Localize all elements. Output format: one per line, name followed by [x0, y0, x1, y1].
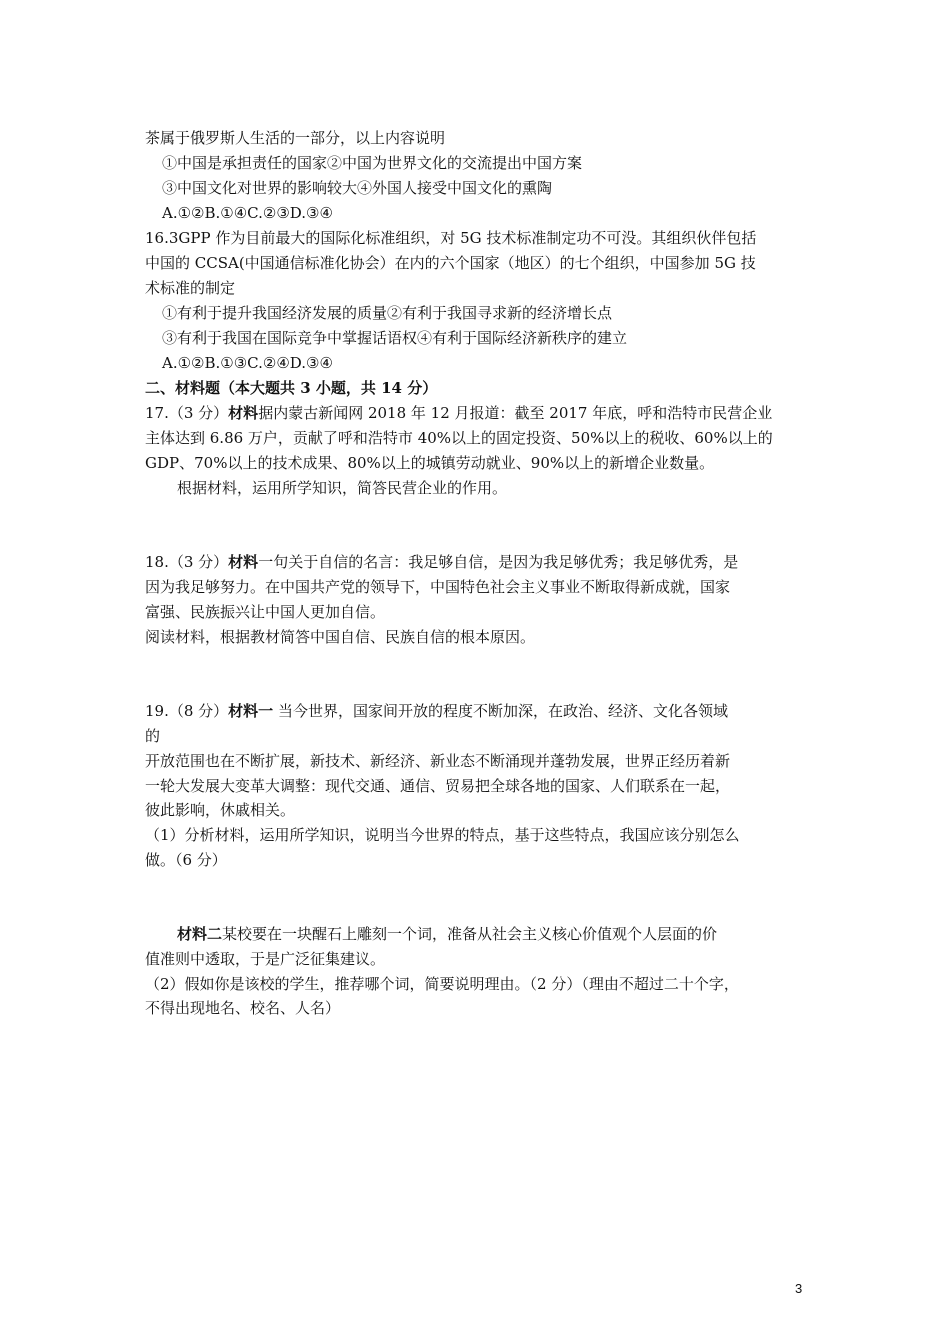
- q19-material-2-line-1: [177, 924, 717, 944]
- q17-line-2: 主体达到 6.86 万户，贡献了呼和浩特市 40%以上的固定投资、50%以上的税收、60%以上的: [145, 429, 773, 447]
- q18-line-1: [145, 552, 738, 572]
- q17-line-3: GDP、70%以上的技术成果、80%以上的城镇劳动就业、90%以上的新增企业数量。: [145, 454, 715, 472]
- q19-sub2-line-1: （2）假如你是该校的学生，推荐哪个词，简要说明理由。（2 分）（理由不超过二十个字，: [145, 975, 739, 993]
- q16-options-3-4: ③有利于我国在国际竞争中掌握话语权④有利于国际经济新秩序的建立: [162, 329, 628, 347]
- q19-line-3: 开放范围也在不断扩展，新技术、新经济、新业态不断涌现并蓬勃发展，世界正经历着新: [145, 752, 731, 770]
- q19-material-2-label: 材料二: [177, 925, 223, 943]
- q19-sub1-line-1: （1）分析材料，运用所学知识，说明当今世界的特点，基于这些特点，我国应该分别怎么: [145, 826, 740, 844]
- q19-line-1: [145, 701, 728, 721]
- q15-options-1-2: ①中国是承担责任的国家②中国为世界文化的交流提出中国方案: [162, 154, 583, 172]
- q18-material-label: 材料: [228, 553, 259, 571]
- q19-material-1-label: 材料一: [228, 702, 274, 720]
- q19-text-1: 当今世界，国家间开放的程度不断加深，在政治、经济、文化各领域: [273, 702, 728, 720]
- q19-sub2-line-2: 不得出现地名、校名、人名）: [145, 999, 341, 1017]
- q19-sub1-line-2: 做。（6 分）: [145, 851, 227, 869]
- q15-choices: A.①②B.①④C.②③D.③④: [162, 204, 333, 222]
- q16-line-3: 术标准的制定: [145, 279, 236, 297]
- q17-question: 根据材料，运用所学知识，简答民营企业的作用。: [177, 479, 508, 497]
- q19-line-2: 的: [145, 727, 161, 745]
- q16-line-1: 16.3GPP 作为目前最大的国际化标准组织，对 5G 技术标准制定功不可没。其组织伙伴包括: [145, 229, 757, 247]
- q15-options-3-4: ③中国文化对世界的影响较大④外国人接受中国文化的熏陶: [162, 179, 553, 197]
- q16-options-1-2: ①有利于提升我国经济发展的质量②有利于我国寻求新的经济增长点: [162, 304, 613, 322]
- section-2-heading: 二、材料题（本大题共 3 小题，共 14 分）: [145, 379, 438, 397]
- q19-material-2-line-2: 值准则中透取，于是广泛征集建议。: [145, 950, 386, 968]
- q15-tail: 茶属于俄罗斯人生活的一部分，以上内容说明: [145, 129, 446, 147]
- q18-line-3: 富强、民族振兴让中国人更加自信。: [145, 603, 386, 621]
- q18-question: 阅读材料，根据教材简答中国自信、民族自信的根本原因。: [145, 628, 536, 646]
- q18-text-1: 一句关于自信的名言：我足够自信，是因为我足够优秀；我足够优秀，是: [258, 553, 739, 571]
- q17-prefix: 17.（3 分）: [145, 404, 229, 422]
- q18-prefix: 18.（3 分）: [145, 553, 229, 571]
- q17-material-label: 材料: [228, 404, 259, 422]
- q17-line-1: [145, 403, 772, 423]
- q18-line-2: 因为我足够努力。在中国共产党的领导下，中国特色社会主义事业不断取得新成就，国家: [145, 578, 731, 596]
- q19-line-4: 一轮大发展大变革大调整：现代交通、通信、贸易把全球各地的国家、人们联系在一起，: [145, 777, 731, 795]
- q19-m2-text-1: 某校要在一块醒石上雕刻一个词，准备从社会主义核心价值观个人层面的价: [222, 925, 718, 943]
- page-number: 3: [795, 1281, 803, 1296]
- q19-prefix: 19.（8 分）: [145, 702, 229, 720]
- q17-text-1: 据内蒙古新闻网 2018 年 12 月报道：截至 2017 年底，呼和浩特市民营企业: [258, 404, 773, 422]
- q19-line-5: 彼此影响，休戚相关。: [145, 801, 296, 819]
- q16-choices: A.①②B.①③C.②④D.③④: [162, 354, 333, 372]
- q16-line-2: 中国的 CCSA(中国通信标准化协会）在内的六个国家（地区）的七个组织，中国参加 5G 技: [145, 254, 756, 272]
